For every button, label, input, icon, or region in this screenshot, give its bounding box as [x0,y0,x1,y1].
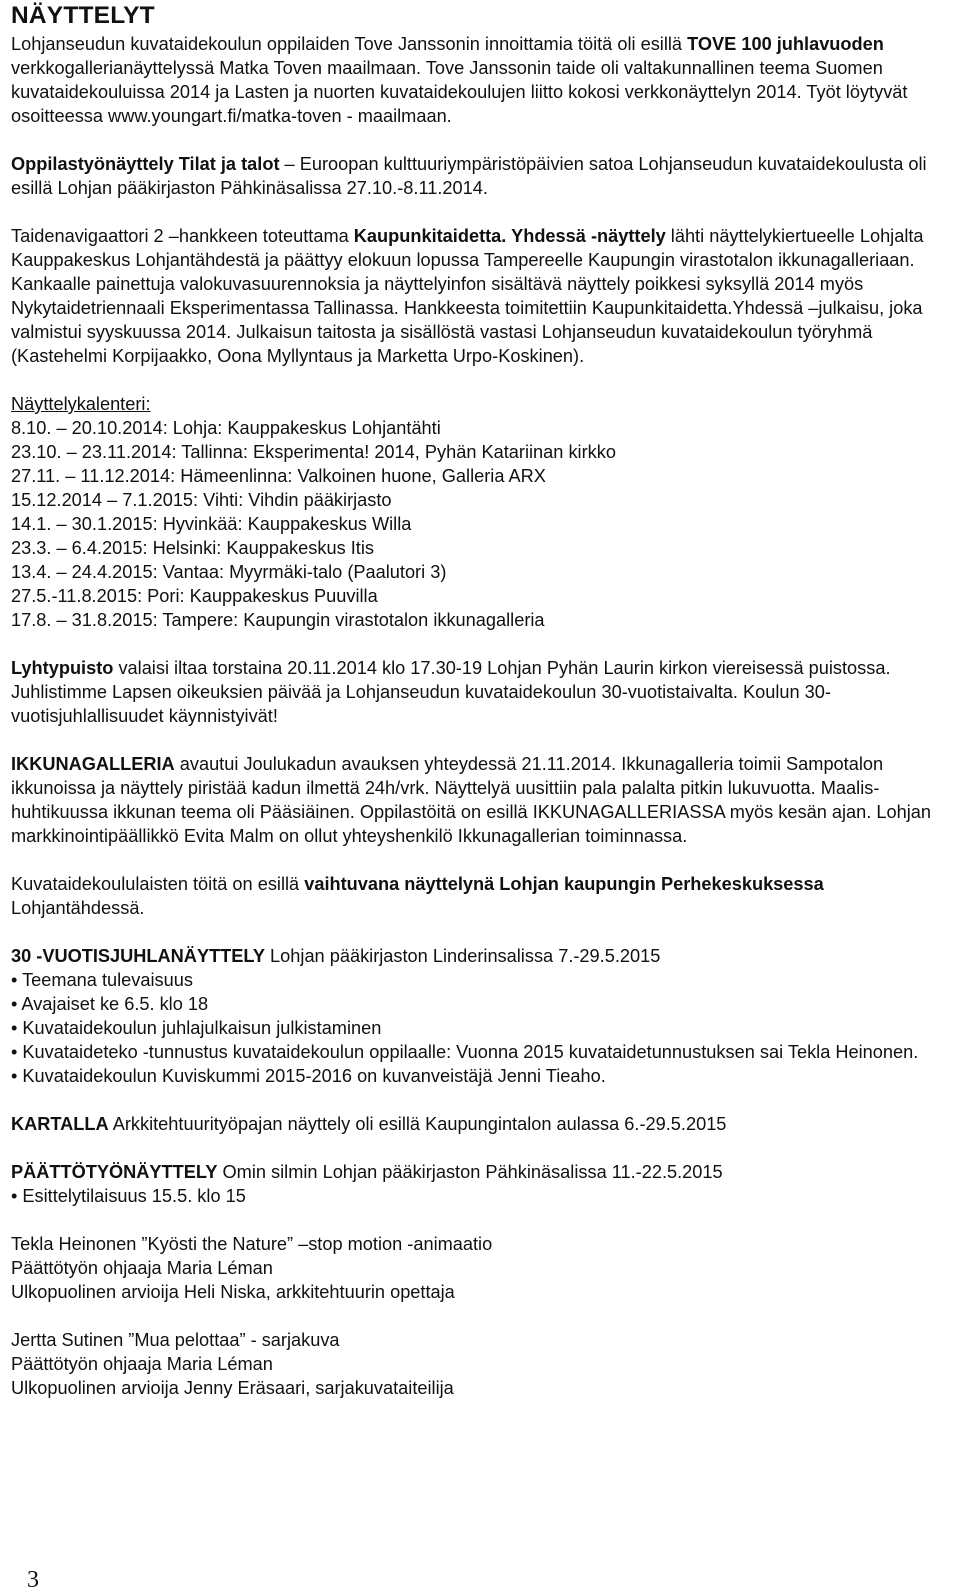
calendar-row: 13.4. – 24.4.2015: Vantaa: Myyrmäki-talo (Paalutori 3) [11,562,447,582]
work-evaluator: Ulkopuolinen arvioija Heli Niska, arkkitehtuurin opettaja [11,1282,455,1302]
bullet-item: • Kuvataidekoulun Kuviskummi 2015-2016 on kuvanveistäjä Jenni Tieaho. [11,1066,606,1086]
work-supervisor: Päättötyön ohjaaja Maria Léman [11,1354,273,1374]
lyhtypuisto-paragraph [11,656,953,728]
calendar-label: Näyttelykalenteri: [11,394,151,414]
bullet-item: • Avajaiset ke 6.5. klo 18 [11,994,209,1014]
yhdessa-paragraph [11,224,953,368]
work-title: Tekla Heinonen ”Kyösti the Nature” –stop motion -animaatio [11,1234,493,1254]
tilat-rest: – Euroopan kulttuuriympäristöpäivien satoa Lohjanseudun kuvataidekoulusta oli esillä Lohjan pääkirjaston Pähkinäsalissa 27.10.-8.11.2014. [11,154,927,198]
juhlanayttely-section [11,944,953,1088]
tove-bold: TOVE 100 juhlavuoden [687,34,884,54]
paatto-heading [11,1160,953,1184]
perhe-bold: vaihtuvana näyttelynä Lohjan kaupungin Perhekeskuksessa [304,874,824,894]
perhe-text-2: Lohjantähdessä. [11,898,145,918]
yhdessa-text-2: lähti näyttelykiertueelle Lohjalta Kauppakeskus Lohjantähdestä ja päättyy elokuun lopussa Tampereelle Kaupungin virastotalon ikkunagalleriaan. Kankaalle painettuja valokuvasuurennoksia ja näyttelyinfon sisältävä näyttely poikkesi syksyllä 2014 myös Nykytaidetriennaali Eksperimentassa Tallinassa. Hankkeesta toimitettiin Kaupunkitaidetta.Yhdessä –julkaisu, joka valmistui syyskuussa 2014. Julkaisun taitosta ja sisällöstä vastasi Lohjanseudun kuvataidekoulun työryhmä (Kastehelmi Korpijaakko, Oona Myllyntaus ja Marketta Urpo-Koskinen). [11,226,924,366]
kartalla-paragraph [11,1112,953,1136]
ikkuna-bold: IKKUNAGALLERIA [11,754,175,774]
tove-paragraph [11,32,953,128]
calendar-row: 8.10. – 20.10.2014: Lohja: Kauppakeskus Lohjantähti [11,418,441,438]
tove-rest: verkkogallerianäyttelyssä Matka Toven maailmaan. Tove Janssonin taide oli valtakunnallinen teema Suomen kuvataidekouluissa 2014 ja Lasten ja nuorten kuvataidekoulujen liitto kokosi verkkonäyttelyn 2014. Työt löytyvät osoitteessa www.youngart.fi/matka-toven - maailmaan. [11,58,908,126]
perhekeskus-paragraph [11,872,953,920]
paatto-bold: PÄÄTTÖTYÖNÄYTTELY [11,1162,218,1182]
calendar-row: 15.12.2014 – 7.1.2015: Vihti: Vihdin pääkirjasto [11,490,392,510]
yhdessa-text-1: Taidenavigaattori 2 –hankkeen toteuttama [11,226,354,246]
tekla-work [11,1232,953,1304]
calendar-row: 23.10. – 23.11.2014: Tallinna: Eksperimenta! 2014, Pyhän Katariinan kirkko [11,442,616,462]
work-title: Jertta Sutinen ”Mua pelottaa” - sarjakuva [11,1330,340,1350]
tilat-bold: Oppilastyönäyttely Tilat ja talot [11,154,280,174]
calendar-row: 27.11. – 11.12.2014: Hämeenlinna: Valkoinen huone, Galleria ARX [11,466,546,486]
page-title: NÄYTTELYT [11,2,155,29]
exhibition-calendar [11,392,953,632]
paattotyo-section [11,1160,953,1208]
calendar-row: 27.5.-11.8.2015: Pori: Kauppakeskus Puuvilla [11,586,378,606]
juhla-heading [11,944,953,968]
ikkunagalleria-paragraph [11,752,953,848]
work-evaluator: Ulkopuolinen arvioija Jenny Eräsaari, sarjakuvataiteilija [11,1378,454,1398]
bullet-item: • Teemana tulevaisuus [11,970,193,990]
ikkuna-rest: avautui Joulukadun avauksen yhteydessä 21.11.2014. Ikkunagalleria toimii Sampotalon ikkunoissa ja näyttely piristää kadun ilmettä 24h/vrk. Näyttelyä uusittiin pala palalta pitkin lukuvuotta. Maalis-huhtikuussa ikkunan teema oli Pääsiäinen. Oppilastöitä on esillä IKKUNAGALLERIASSA myös kesän ajan. Lohjan markkinointipäällikkö Evita Malm on ollut yhteyshenkilö Ikkunagallerian toiminnassa. [11,754,932,846]
perhe-text-1: Kuvataidekoululaisten töitä on esillä [11,874,305,894]
tilat-paragraph [11,152,953,200]
page-number: 3 [27,1567,39,1593]
tove-lead: Lohjanseudun kuvataidekoulun oppilaiden Tove Janssonin innoittamia töitä oli esillä [11,34,688,54]
bullet-item: • Kuvataideteko -tunnustus kuvataidekoulun oppilaalle: Vuonna 2015 kuvataidetunnustuksen sai Tekla Heinonen. [11,1042,919,1062]
bullet-item: • Esittelytilaisuus 15.5. klo 15 [11,1186,246,1206]
document-page [11,0,953,1400]
calendar-row: 17.8. – 31.8.2015: Tampere: Kaupungin virastotalon ikkunagalleria [11,610,545,630]
bullet-item: • Kuvataidekoulun juhlajulkaisun julkistaminen [11,1018,382,1038]
calendar-row: 14.1. – 30.1.2015: Hyvinkää: Kauppakeskus Willa [11,514,412,534]
work-supervisor: Päättötyön ohjaaja Maria Léman [11,1258,273,1278]
yhdessa-bold: Kaupunkitaidetta. Yhdessä -näyttely [353,226,666,246]
kartalla-rest: Arkkitehtuurityöpajan näyttely oli esillä Kaupungintalon aulassa 6.-29.5.2015 [108,1114,727,1134]
juhla-bold: 30 -VUOTISJUHLANÄYTTELY [11,946,265,966]
juhla-rest: Lohjan pääkirjaston Linderinsalissa 7.-29.5.2015 [265,946,661,966]
calendar-row: 23.3. – 6.4.2015: Helsinki: Kauppakeskus Itis [11,538,374,558]
lyhty-bold: Lyhtypuisto [11,658,114,678]
kartalla-bold: KARTALLA [11,1114,109,1134]
lyhty-rest: valaisi iltaa torstaina 20.11.2014 klo 17.30-19 Lohjan Pyhän Laurin kirkon viereisessä puistossa. Juhlistimme Lapsen oikeuksien päivää ja Lohjanseudun kuvataidekoulun 30-vuotistaivalta. Koulun 30-vuotisjuhlallisuudet käynnistyivät! [11,658,891,726]
jertta-work [11,1328,953,1400]
paatto-rest: Omin silmin Lohjan pääkirjaston Pähkinäsalissa 11.-22.5.2015 [217,1162,723,1182]
